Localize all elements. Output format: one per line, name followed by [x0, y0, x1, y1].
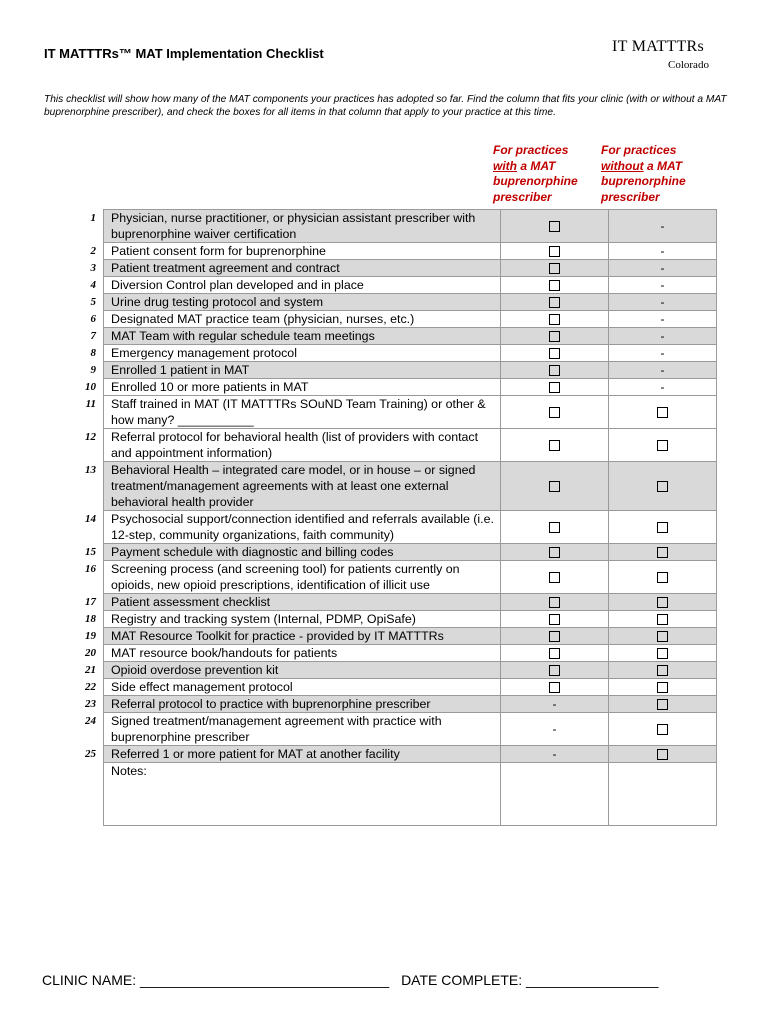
checklist-cell-with — [501, 362, 609, 379]
item-text: Signed treatment/management agreement with practice with buprenorphine prescriber — [104, 713, 501, 746]
item-number: 22 — [85, 680, 96, 693]
checkbox[interactable] — [549, 221, 560, 232]
checklist-cell-with — [501, 243, 609, 260]
column-header-with-line4: prescriber — [493, 189, 552, 204]
checklist-cell-without — [609, 594, 717, 611]
item-text: Side effect management protocol — [104, 679, 501, 696]
checklist-row — [40, 243, 717, 260]
checkbox[interactable] — [549, 365, 560, 376]
item-number: 23 — [85, 697, 96, 710]
checklist-row — [40, 628, 717, 645]
item-text: Diversion Control plan developed and in place — [104, 277, 501, 294]
checklist-cell-without — [609, 462, 717, 511]
item-number: 15 — [85, 545, 96, 558]
checklist-row — [40, 396, 717, 429]
checkbox[interactable] — [657, 631, 668, 642]
checklist-cell-without — [609, 746, 717, 763]
item-number: 24 — [85, 714, 96, 727]
item-text: MAT Resource Toolkit for practice - provided by IT MATTTRs — [104, 628, 501, 645]
item-number: 19 — [85, 629, 96, 642]
page-title: IT MATTTRs™ MAT Implementation Checklist — [44, 46, 324, 61]
checkbox[interactable] — [549, 407, 560, 418]
checklist-cell-with — [501, 713, 609, 746]
checklist-cell-without — [609, 328, 717, 345]
not-applicable-dash: - — [660, 346, 665, 360]
column-header-without-line4: prescriber — [601, 189, 660, 204]
checklist-cell-without — [609, 379, 717, 396]
checklist-cell-with — [501, 645, 609, 662]
checkbox[interactable] — [657, 648, 668, 659]
checkbox[interactable] — [549, 382, 560, 393]
item-text: Urine drug testing protocol and system — [104, 294, 501, 311]
item-text: Patient treatment agreement and contract — [104, 260, 501, 277]
checkbox[interactable] — [657, 572, 668, 583]
item-text: Emergency management protocol — [104, 345, 501, 362]
checklist-row — [40, 662, 717, 679]
item-text: Staff trained in MAT (IT MATTTRs SOuND Team Training) or other & how many? ___________ — [104, 396, 501, 429]
checkbox[interactable] — [549, 572, 560, 583]
checkbox[interactable] — [549, 665, 560, 676]
checklist-cell-without — [609, 628, 717, 645]
checkbox[interactable] — [657, 614, 668, 625]
checklist-cell-with — [501, 379, 609, 396]
item-number: 14 — [85, 512, 96, 525]
checklist-row — [40, 345, 717, 362]
checkbox[interactable] — [549, 297, 560, 308]
checkbox[interactable] — [549, 682, 560, 693]
checklist-row — [40, 311, 717, 328]
not-applicable-dash: - — [660, 278, 665, 292]
checklist-cell-without — [609, 561, 717, 594]
item-text: Enrolled 1 patient in MAT — [104, 362, 501, 379]
checklist-cell-with — [501, 662, 609, 679]
not-applicable-dash: - — [552, 747, 557, 761]
checklist-cell-without — [609, 362, 717, 379]
not-applicable-dash: - — [660, 219, 665, 233]
checklist-row — [40, 746, 717, 763]
column-header-without-emph: without — [601, 158, 644, 173]
checklist-cell-without — [609, 713, 717, 746]
item-text: Designated MAT practice team (physician, nurses, etc.) — [104, 311, 501, 328]
item-number: 18 — [85, 612, 96, 625]
checkbox[interactable] — [657, 699, 668, 710]
checklist-row — [40, 511, 717, 544]
checklist-cell-with — [501, 594, 609, 611]
checkbox[interactable] — [549, 631, 560, 642]
checklist-row — [40, 362, 717, 379]
not-applicable-dash: - — [660, 329, 665, 343]
checkbox[interactable] — [657, 597, 668, 608]
notes-row — [40, 763, 717, 826]
logo-sub-text: Colorado — [668, 59, 709, 71]
checklist-cell-with — [501, 328, 609, 345]
checklist-row — [40, 544, 717, 561]
logo — [612, 38, 722, 74]
checkbox[interactable] — [657, 665, 668, 676]
checkbox[interactable] — [549, 280, 560, 291]
not-applicable-dash: - — [660, 261, 665, 275]
checklist-row — [40, 645, 717, 662]
checklist-cell-with — [501, 210, 609, 243]
item-number: 21 — [85, 663, 96, 676]
checkbox[interactable] — [549, 314, 560, 325]
checkbox[interactable] — [549, 348, 560, 359]
checklist-cell-with — [501, 511, 609, 544]
checkbox[interactable] — [549, 263, 560, 274]
checkbox[interactable] — [549, 547, 560, 558]
not-applicable-dash: - — [552, 722, 557, 736]
item-number: 20 — [85, 646, 96, 659]
checklist-cell-with — [501, 628, 609, 645]
item-text: Physician, nurse practitioner, or physician assistant prescriber with buprenorphine waiver certification — [104, 210, 501, 243]
checkbox[interactable] — [657, 682, 668, 693]
checklist-cell-without — [609, 243, 717, 260]
checklist-row — [40, 210, 717, 243]
checklist-cell-without — [609, 311, 717, 328]
checklist-cell-with — [501, 462, 609, 511]
checklist-cell-without — [609, 345, 717, 362]
item-number: 1 — [90, 211, 96, 224]
date-complete-field[interactable]: DATE COMPLETE: _________________ — [401, 972, 659, 988]
intro-text: This checklist will show how many of the MAT components your practices has adopted so far. Find the column that fits your clinic (with or without a MAT buprenorphine prescriber), and check the boxes for all items in that column that apply to your practice at this time. — [44, 94, 727, 118]
checkbox[interactable] — [549, 331, 560, 342]
checklist-cell-with — [501, 544, 609, 561]
notes-spacer — [40, 763, 104, 826]
checklist-cell-with — [501, 429, 609, 462]
item-number: 12 — [85, 430, 96, 443]
column-header-with-line1: For practices — [493, 143, 569, 157]
checkbox[interactable] — [549, 522, 560, 533]
checklist-cell-without — [609, 611, 717, 628]
checklist-cell-with — [501, 294, 609, 311]
checkbox[interactable] — [549, 614, 560, 625]
checkbox[interactable] — [549, 440, 560, 451]
checklist-cell-without — [609, 662, 717, 679]
checklist-cell-without — [609, 511, 717, 544]
checklist-cell-with — [501, 746, 609, 763]
not-applicable-dash: - — [552, 697, 557, 711]
checklist-body — [40, 210, 717, 826]
checkbox[interactable] — [657, 522, 668, 533]
item-number: 2 — [90, 244, 96, 257]
checklist-cell-without — [609, 260, 717, 277]
checklist-row — [40, 328, 717, 345]
column-header-with-prescriber — [493, 143, 593, 205]
checkbox[interactable] — [657, 547, 668, 558]
column-header-without-line1: For practices — [601, 143, 677, 157]
checklist-cell-without — [609, 294, 717, 311]
column-header-without-line2: a MAT — [643, 158, 683, 173]
item-number: 13 — [85, 463, 96, 476]
checklist-cell-with — [501, 696, 609, 713]
not-applicable-dash: - — [660, 363, 665, 377]
item-text: Enrolled 10 or more patients in MAT — [104, 379, 501, 396]
checklist-row — [40, 594, 717, 611]
item-number: 9 — [90, 363, 96, 376]
checkbox[interactable] — [549, 246, 560, 257]
item-text: Referred 1 or more patient for MAT at another facility — [104, 746, 501, 763]
footer — [42, 972, 658, 988]
item-number: 16 — [85, 562, 96, 575]
checklist-row — [40, 462, 717, 511]
checkbox[interactable] — [549, 648, 560, 659]
checklist-row — [40, 379, 717, 396]
column-header-without-line3: buprenorphine — [601, 174, 686, 188]
item-number: 25 — [85, 747, 96, 760]
checklist-cell-without — [609, 544, 717, 561]
not-applicable-dash: - — [660, 295, 665, 309]
checklist-cell-without — [609, 645, 717, 662]
checkbox[interactable] — [549, 597, 560, 608]
checklist-cell-without — [609, 429, 717, 462]
item-number: 4 — [90, 278, 96, 291]
item-text: Behavioral Health – integrated care model, or in house – or signed treatment/management agreements with at least one external behavioral health provider — [104, 462, 501, 511]
checklist-cell-with — [501, 345, 609, 362]
checkbox[interactable] — [549, 481, 560, 492]
item-text: Registry and tracking system (Internal, PDMP, OpiSafe) — [104, 611, 501, 628]
clinic-name-field[interactable]: CLINIC NAME: ________________________________ — [42, 972, 390, 988]
not-applicable-dash: - — [660, 312, 665, 326]
checklist-row — [40, 611, 717, 628]
item-number: 17 — [85, 595, 96, 608]
checklist-row — [40, 277, 717, 294]
checklist-row — [40, 561, 717, 594]
item-number: 6 — [90, 312, 96, 325]
checklist-row — [40, 260, 717, 277]
item-text: Screening process (and screening tool) for patients currently on opioids, new opioid prescriptions, identification of illicit use — [104, 561, 501, 594]
item-number: 10 — [85, 380, 96, 393]
item-text: Referral protocol to practice with buprenorphine prescriber — [104, 696, 501, 713]
checklist-table — [40, 209, 717, 826]
item-number: 7 — [90, 329, 96, 342]
checklist-cell-with — [501, 679, 609, 696]
item-text: Patient assessment checklist — [104, 594, 501, 611]
not-applicable-dash: - — [660, 244, 665, 258]
checklist-cell-without — [609, 679, 717, 696]
notes-label[interactable]: Notes: — [104, 763, 501, 826]
item-text: Patient consent form for buprenorphine — [104, 243, 501, 260]
item-text: Payment schedule with diagnostic and billing codes — [104, 544, 501, 561]
item-number: 11 — [85, 397, 96, 410]
checklist-cell-without — [609, 277, 717, 294]
checklist-cell-without — [609, 210, 717, 243]
item-text: MAT Team with regular schedule team meetings — [104, 328, 501, 345]
column-header-with-emph: with — [493, 158, 517, 173]
checklist-cell-with — [501, 561, 609, 594]
item-text: MAT resource book/handouts for patients — [104, 645, 501, 662]
checklist-cell-without — [609, 396, 717, 429]
item-number: 5 — [90, 295, 96, 308]
checklist-cell-with — [501, 260, 609, 277]
checkbox[interactable] — [657, 481, 668, 492]
logo-main-text: IT MATTTRs — [612, 38, 705, 55]
notes-cell-with[interactable] — [501, 763, 609, 826]
checklist-cell-with — [501, 611, 609, 628]
notes-cell-without[interactable] — [609, 763, 717, 826]
checkbox[interactable] — [657, 749, 668, 760]
checklist-cell-with — [501, 277, 609, 294]
item-number: 8 — [90, 346, 96, 359]
checklist-cell-with — [501, 396, 609, 429]
checklist-cell-without — [609, 696, 717, 713]
checklist-row — [40, 429, 717, 462]
checklist-row — [40, 696, 717, 713]
checkbox[interactable] — [657, 724, 668, 735]
item-text: Opioid overdose prevention kit — [104, 662, 501, 679]
item-text: Psychosocial support/connection identified and referrals available (i.e. 12-step, community organizations, faith community) — [104, 511, 501, 544]
checklist-row — [40, 679, 717, 696]
column-header-with-line3: buprenorphine — [493, 174, 578, 188]
not-applicable-dash: - — [660, 380, 665, 394]
column-header-with-line2: a MAT — [517, 158, 556, 173]
item-number: 3 — [90, 261, 96, 274]
checklist-row — [40, 294, 717, 311]
item-text: Referral protocol for behavioral health (list of providers with contact and appointment information) — [104, 429, 501, 462]
column-header-without-prescriber — [601, 143, 701, 205]
checkbox[interactable] — [657, 407, 668, 418]
checklist-cell-with — [501, 311, 609, 328]
checkbox[interactable] — [657, 440, 668, 451]
checklist-row — [40, 713, 717, 746]
